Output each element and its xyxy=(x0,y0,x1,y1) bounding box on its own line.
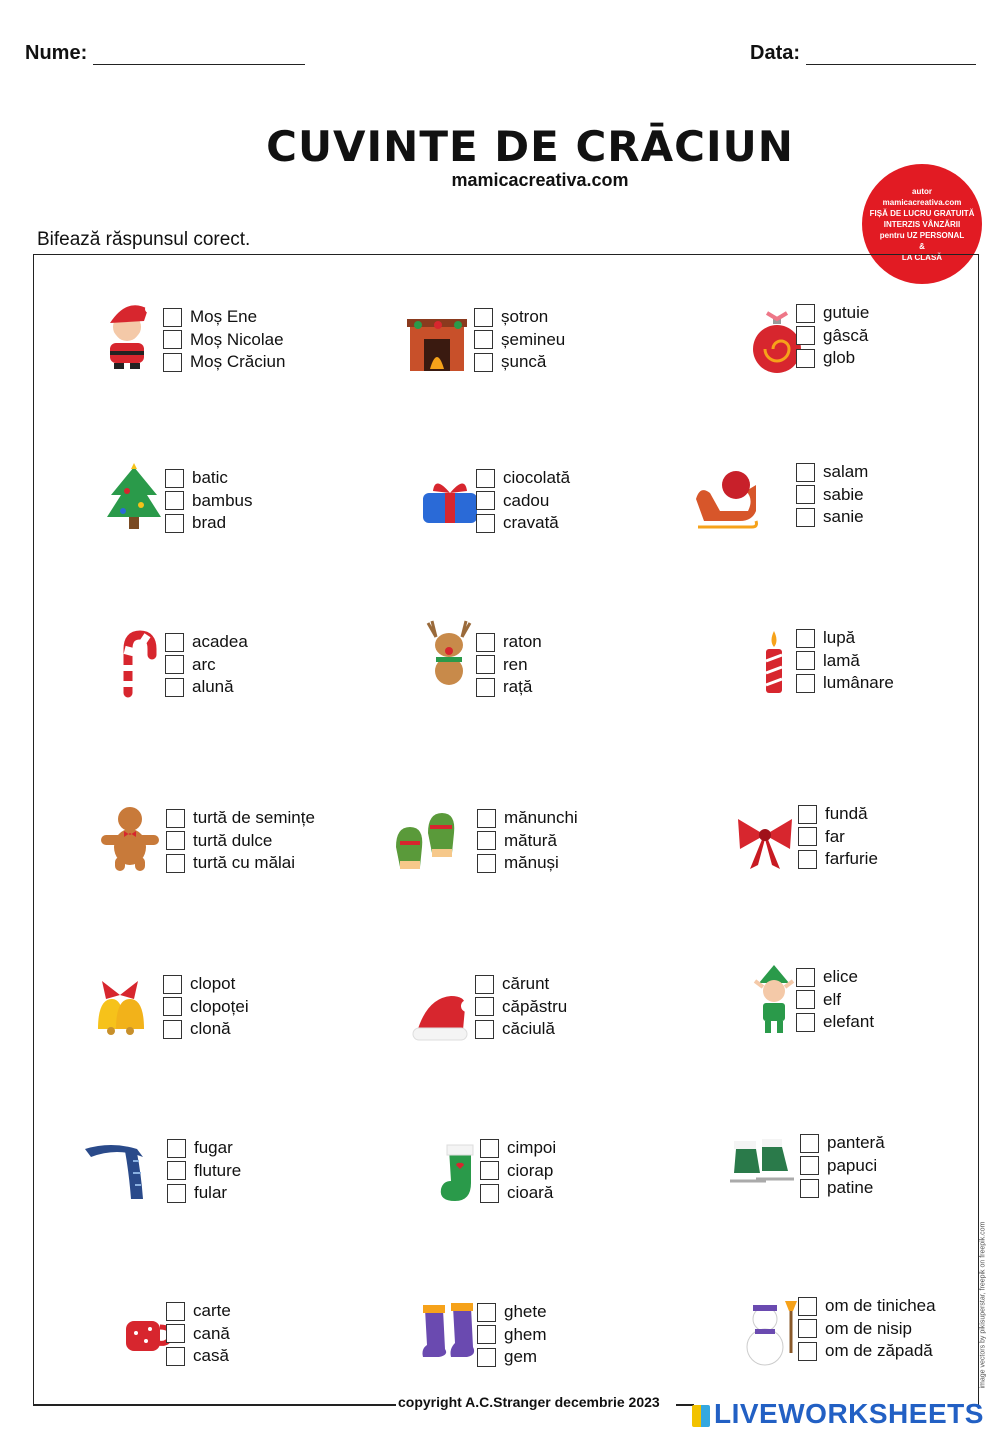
answer-label: arc xyxy=(192,654,216,674)
answer-checkbox[interactable] xyxy=(474,308,493,327)
scarf-icon xyxy=(79,1130,153,1210)
answer-label: fundă xyxy=(825,804,868,824)
name-field xyxy=(25,42,305,65)
answer-option[interactable] xyxy=(477,1346,547,1369)
bow-icon xyxy=(728,802,802,882)
answer-checkbox[interactable] xyxy=(165,678,184,697)
answer-checkbox[interactable] xyxy=(800,1156,819,1175)
answer-option[interactable] xyxy=(475,1018,567,1041)
answer-checkbox[interactable] xyxy=(476,514,495,533)
answer-options xyxy=(796,302,869,370)
answer-option[interactable] xyxy=(477,1324,547,1347)
answer-checkbox[interactable] xyxy=(477,854,496,873)
answer-option[interactable] xyxy=(163,329,285,352)
answer-label: căpăstru xyxy=(502,996,568,1016)
answer-label: șotron xyxy=(501,307,549,327)
answer-label: elefant xyxy=(823,1012,875,1032)
answer-checkbox[interactable] xyxy=(796,349,815,368)
answer-label: patine xyxy=(827,1178,874,1198)
answer-option[interactable] xyxy=(796,989,874,1012)
frame-bottom-line xyxy=(33,1404,396,1406)
answer-checkbox[interactable] xyxy=(796,1013,815,1032)
answer-option[interactable] xyxy=(796,302,869,325)
answer-option[interactable] xyxy=(796,650,894,673)
answer-checkbox[interactable] xyxy=(476,491,495,510)
answer-option[interactable] xyxy=(798,848,878,871)
answer-label: cioară xyxy=(507,1183,554,1203)
answer-checkbox[interactable] xyxy=(798,1319,817,1338)
answer-label: carte xyxy=(193,1301,231,1321)
answer-option[interactable] xyxy=(474,351,565,374)
answer-checkbox[interactable] xyxy=(166,809,185,828)
answer-checkbox[interactable] xyxy=(480,1161,499,1180)
mittens-icon xyxy=(388,800,462,880)
answer-option[interactable] xyxy=(163,1018,249,1041)
answer-checkbox[interactable] xyxy=(163,353,182,372)
answer-checkbox[interactable] xyxy=(163,997,182,1016)
answer-label: far xyxy=(825,826,845,846)
answer-label: cimpoi xyxy=(507,1138,557,1158)
snowman-icon xyxy=(731,1294,805,1374)
answer-label: clonă xyxy=(190,1019,231,1039)
stamp-line: INTERZIS VÂNZĂRII xyxy=(883,219,961,229)
answer-option[interactable] xyxy=(474,306,565,329)
stamp-line: pentru UZ PERSONAL xyxy=(879,230,965,240)
reindeer-icon xyxy=(412,614,486,694)
answer-option[interactable] xyxy=(475,973,567,996)
answer-options xyxy=(165,631,248,699)
answer-option[interactable] xyxy=(163,306,285,329)
answer-label: casă xyxy=(193,1346,229,1366)
date-blank[interactable] xyxy=(806,46,976,65)
answer-label: bambus xyxy=(192,490,253,510)
answer-option[interactable] xyxy=(167,1160,241,1183)
stamp-line: autor xyxy=(912,186,932,196)
answer-checkbox[interactable] xyxy=(796,463,815,482)
page-title: CUVINTE DE CRĀCIUN xyxy=(266,122,794,171)
answer-label: ghem xyxy=(504,1324,547,1344)
answer-checkbox[interactable] xyxy=(165,491,184,510)
answer-checkbox[interactable] xyxy=(477,1348,496,1367)
answer-label: cărunt xyxy=(502,974,550,994)
answer-checkbox[interactable] xyxy=(166,1324,185,1343)
logo-mark-icon xyxy=(692,1405,710,1427)
answer-option[interactable] xyxy=(166,1345,231,1368)
answer-option[interactable] xyxy=(476,631,542,654)
answer-option[interactable] xyxy=(798,1318,936,1341)
answer-label: lamă xyxy=(823,650,860,670)
answer-checkbox[interactable] xyxy=(475,997,494,1016)
answer-option[interactable] xyxy=(800,1132,885,1155)
answer-option[interactable] xyxy=(796,627,894,650)
answer-options xyxy=(798,803,878,871)
fireplace-icon xyxy=(400,302,474,382)
answer-label: sanie xyxy=(823,507,864,527)
answer-option[interactable] xyxy=(796,347,869,370)
answer-checkbox[interactable] xyxy=(796,990,815,1009)
answer-checkbox[interactable] xyxy=(476,678,495,697)
answer-option[interactable] xyxy=(798,803,878,826)
answer-option[interactable] xyxy=(796,461,868,484)
name-blank[interactable] xyxy=(93,46,305,65)
answer-label: Moș Ene xyxy=(190,307,258,327)
answer-label: mănunchi xyxy=(504,808,578,828)
answer-checkbox[interactable] xyxy=(167,1184,186,1203)
answer-label: sabie xyxy=(823,484,864,504)
logo-text: LIVEWORKSHEETS xyxy=(714,1398,984,1429)
answer-label: gâscă xyxy=(823,325,869,345)
answer-option[interactable] xyxy=(165,654,248,677)
answer-label: turtă cu mălai xyxy=(193,853,296,873)
answer-label: șemineu xyxy=(501,329,566,349)
stamp-line: FIȘĂ DE LUCRU GRATUITĂ xyxy=(869,208,975,218)
answer-checkbox[interactable] xyxy=(796,485,815,504)
answer-option[interactable] xyxy=(477,852,578,875)
answer-label: fugar xyxy=(194,1138,233,1158)
answer-label: ciocolată xyxy=(503,468,571,488)
image-credit-text: image vectors by pikisuperstar, freepik on freepik.com xyxy=(979,1221,987,1389)
answer-option[interactable] xyxy=(796,506,868,529)
instruction: Bifează răspunsul corect. xyxy=(37,229,251,250)
answer-label: rață xyxy=(503,677,533,697)
answer-label: raton xyxy=(503,632,542,652)
answer-checkbox[interactable] xyxy=(163,975,182,994)
answer-options xyxy=(800,1132,885,1200)
date-label: Data: xyxy=(750,42,801,64)
answer-options xyxy=(163,973,249,1041)
answer-label: brad xyxy=(192,513,227,533)
answer-label: turtă dulce xyxy=(193,830,273,850)
answer-label: salam xyxy=(823,462,869,482)
answer-checkbox[interactable] xyxy=(166,831,185,850)
answer-checkbox[interactable] xyxy=(477,831,496,850)
answer-option[interactable] xyxy=(476,467,570,490)
answer-options xyxy=(476,631,542,699)
answer-label: gutuie xyxy=(823,303,870,323)
answer-option[interactable] xyxy=(800,1155,885,1178)
answer-option[interactable] xyxy=(480,1137,556,1160)
answer-option[interactable] xyxy=(477,830,578,853)
answer-label: cană xyxy=(193,1323,230,1343)
answer-option[interactable] xyxy=(165,512,252,535)
answer-option[interactable] xyxy=(796,966,874,989)
answer-option[interactable] xyxy=(166,830,315,853)
answer-checkbox[interactable] xyxy=(165,514,184,533)
answer-checkbox[interactable] xyxy=(163,330,182,349)
answer-option[interactable] xyxy=(165,490,252,513)
answer-option[interactable] xyxy=(477,1301,547,1324)
answer-option[interactable] xyxy=(163,996,249,1019)
answer-checkbox[interactable] xyxy=(796,968,815,987)
answer-checkbox[interactable] xyxy=(474,353,493,372)
answer-checkbox[interactable] xyxy=(167,1161,186,1180)
answer-option[interactable] xyxy=(167,1137,241,1160)
answer-label: farfurie xyxy=(825,849,878,869)
santa-icon xyxy=(90,294,164,374)
answer-checkbox[interactable] xyxy=(474,330,493,349)
answer-checkbox[interactable] xyxy=(477,1325,496,1344)
answer-option[interactable] xyxy=(167,1182,241,1205)
answer-label: căciulă xyxy=(502,1019,555,1039)
answer-label: ren xyxy=(503,654,528,674)
answer-checkbox[interactable] xyxy=(480,1139,499,1158)
answer-option[interactable] xyxy=(798,1295,936,1318)
answer-option[interactable] xyxy=(166,807,315,830)
answer-options xyxy=(166,807,315,875)
answer-options xyxy=(165,467,252,535)
answer-label: clopot xyxy=(190,974,236,994)
answer-options xyxy=(796,966,874,1034)
stamp-line: & xyxy=(919,241,925,251)
answer-options xyxy=(796,627,894,695)
answer-checkbox[interactable] xyxy=(796,304,815,323)
liveworksheets-logo[interactable] xyxy=(692,1398,984,1430)
christmas-tree-icon xyxy=(97,458,171,538)
answer-checkbox[interactable] xyxy=(796,651,815,670)
skates-icon xyxy=(724,1126,798,1206)
answer-option[interactable] xyxy=(798,1340,936,1363)
answer-checkbox[interactable] xyxy=(796,674,815,693)
answer-checkbox[interactable] xyxy=(165,655,184,674)
site-name: mamicacreativa.com xyxy=(451,170,629,190)
answer-checkbox[interactable] xyxy=(475,975,494,994)
answer-option[interactable] xyxy=(477,807,578,830)
answer-checkbox[interactable] xyxy=(476,633,495,652)
answer-checkbox[interactable] xyxy=(796,326,815,345)
sleigh-icon xyxy=(688,460,762,540)
answer-label: Moș Nicolae xyxy=(190,329,284,349)
answer-label: papuci xyxy=(827,1155,878,1175)
answer-option[interactable] xyxy=(800,1177,885,1200)
answer-options xyxy=(477,807,578,875)
answer-checkbox[interactable] xyxy=(166,1302,185,1321)
answer-checkbox[interactable] xyxy=(798,1342,817,1361)
answer-label: mătură xyxy=(504,830,557,850)
answer-label: lumânare xyxy=(823,673,894,693)
answer-option[interactable] xyxy=(798,826,878,849)
answer-checkbox[interactable] xyxy=(166,854,185,873)
answer-checkbox[interactable] xyxy=(798,805,817,824)
bells-icon xyxy=(82,966,156,1046)
answer-checkbox[interactable] xyxy=(166,1347,185,1366)
answer-label: clopoței xyxy=(190,996,249,1016)
answer-option[interactable] xyxy=(474,329,565,352)
answer-options xyxy=(796,461,868,529)
answer-label: Moș Crăciun xyxy=(190,352,286,372)
answer-option[interactable] xyxy=(166,1323,231,1346)
answer-checkbox[interactable] xyxy=(480,1184,499,1203)
answer-option[interactable] xyxy=(165,467,252,490)
answer-option[interactable] xyxy=(475,996,567,1019)
date-field xyxy=(750,42,976,65)
answer-checkbox[interactable] xyxy=(476,655,495,674)
answer-label: șuncă xyxy=(501,352,547,372)
answer-option[interactable] xyxy=(166,852,315,875)
name-label: Nume: xyxy=(25,42,88,64)
answer-option[interactable] xyxy=(476,676,542,699)
answer-label: om de nisip xyxy=(825,1318,912,1338)
answer-checkbox[interactable] xyxy=(796,508,815,527)
answer-checkbox[interactable] xyxy=(800,1134,819,1153)
answer-option[interactable] xyxy=(165,676,248,699)
answer-label: turtă de semințe xyxy=(193,808,315,828)
stamp-line: mamicacreativa.com xyxy=(882,197,962,207)
answer-options xyxy=(476,467,570,535)
answer-options xyxy=(475,973,567,1041)
answer-option[interactable] xyxy=(476,654,542,677)
answer-label: ciorap xyxy=(507,1160,554,1180)
answer-options xyxy=(480,1137,556,1205)
answer-checkbox[interactable] xyxy=(796,629,815,648)
answer-label: cadou xyxy=(503,490,550,510)
answer-option[interactable] xyxy=(165,631,248,654)
answer-option[interactable] xyxy=(476,512,570,535)
answer-option[interactable] xyxy=(166,1300,231,1323)
gingerbread-icon xyxy=(93,798,167,878)
copyright: copyright A.C.Stranger decembrie 2023 xyxy=(398,1394,660,1410)
answer-option[interactable] xyxy=(476,490,570,513)
answer-option[interactable] xyxy=(163,351,285,374)
answer-options xyxy=(167,1137,241,1205)
answer-label: glob xyxy=(823,348,856,368)
answer-label: om de zăpadă xyxy=(825,1341,933,1361)
santa-hat-icon xyxy=(405,975,479,1055)
answer-label: om de tinichea xyxy=(825,1296,936,1316)
answer-label: gem xyxy=(504,1347,538,1367)
answer-label: ghete xyxy=(504,1302,547,1322)
answer-checkbox[interactable] xyxy=(798,1297,817,1316)
answer-options xyxy=(166,1300,231,1368)
answer-options xyxy=(163,306,285,374)
answer-checkbox[interactable] xyxy=(167,1139,186,1158)
answer-label: panteră xyxy=(827,1133,885,1153)
answer-option[interactable] xyxy=(480,1182,556,1205)
answer-option[interactable] xyxy=(796,1011,874,1034)
answer-options xyxy=(477,1301,547,1369)
answer-label: elf xyxy=(823,989,841,1009)
answer-label: elice xyxy=(823,967,858,987)
answer-options xyxy=(474,306,565,374)
answer-label: fluture xyxy=(194,1160,242,1180)
answer-label: mănuși xyxy=(504,853,559,873)
answer-option[interactable] xyxy=(163,973,249,996)
answer-checkbox[interactable] xyxy=(477,1303,496,1322)
answer-checkbox[interactable] xyxy=(163,1020,182,1039)
answer-label: acadea xyxy=(192,632,248,652)
answer-checkbox[interactable] xyxy=(475,1020,494,1039)
answer-label: batic xyxy=(192,468,228,488)
answer-checkbox[interactable] xyxy=(476,469,495,488)
answer-option[interactable] xyxy=(796,484,868,507)
answer-checkbox[interactable] xyxy=(800,1179,819,1198)
answer-label: cravată xyxy=(503,513,559,533)
image-credit xyxy=(968,1220,987,1390)
answer-option[interactable] xyxy=(796,672,894,695)
answer-checkbox[interactable] xyxy=(165,633,184,652)
answer-label: fular xyxy=(194,1183,228,1203)
candy-cane-icon xyxy=(100,624,174,704)
answer-checkbox[interactable] xyxy=(798,850,817,869)
answer-options xyxy=(798,1295,936,1363)
answer-checkbox[interactable] xyxy=(798,827,817,846)
answer-label: alună xyxy=(192,677,234,697)
answer-checkbox[interactable] xyxy=(477,809,496,828)
answer-checkbox[interactable] xyxy=(163,308,182,327)
answer-option[interactable] xyxy=(480,1160,556,1183)
answer-checkbox[interactable] xyxy=(165,469,184,488)
stamp-line: LA CLASĂ xyxy=(901,252,943,262)
answer-label: lupă xyxy=(823,628,856,648)
answer-option[interactable] xyxy=(796,325,869,348)
boots-icon xyxy=(413,1294,487,1374)
